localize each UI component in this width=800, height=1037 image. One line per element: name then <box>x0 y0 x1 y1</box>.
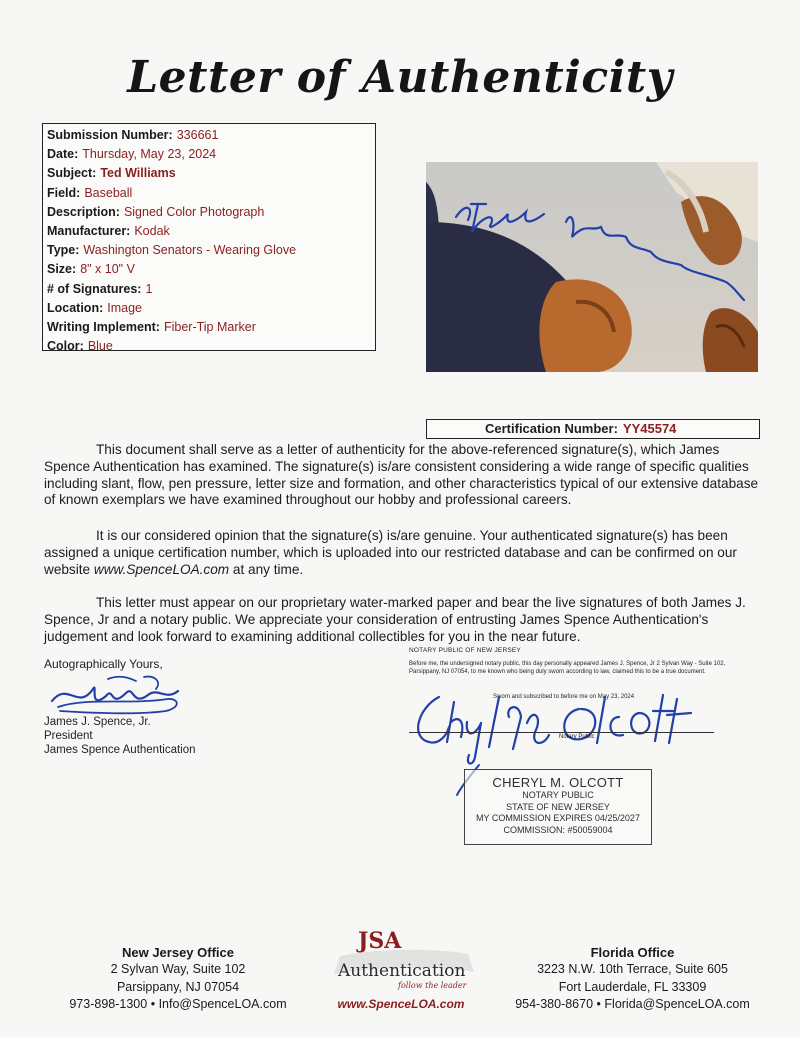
notary-heading: NOTARY PUBLIC OF NEW JERSEY <box>409 647 521 654</box>
signer-company: James Spence Authentication <box>44 744 196 756</box>
type-value: Washington Senators - Wearing Glove <box>83 243 297 258</box>
notary-signature-line <box>409 732 714 733</box>
field-value: Baseball <box>84 185 133 200</box>
office-address-2: Parsippany, NJ 07054 <box>116 979 240 994</box>
info-row-location <box>47 299 375 318</box>
info-row-field <box>47 184 375 203</box>
office-phone: 973-898-1300 <box>69 997 148 1012</box>
info-row-color <box>47 337 375 356</box>
info-row-type <box>47 241 375 260</box>
certification-label: Certification Number: <box>485 421 618 436</box>
office-title: New Jersey Office <box>121 945 234 960</box>
stamp-line-2: STATE OF NEW JERSEY <box>506 801 610 812</box>
info-label: Type: <box>47 243 80 258</box>
spence-signature-image <box>48 671 188 717</box>
florida-office <box>505 944 760 1014</box>
location-value: Image <box>107 300 142 315</box>
info-label: Date: <box>47 147 79 162</box>
info-row-signatures <box>47 280 375 299</box>
signer-role: President <box>44 730 93 742</box>
paragraph-1 <box>44 442 760 509</box>
info-row-manufacturer <box>47 222 375 241</box>
signer-name: James J. Spence, Jr. <box>44 716 151 728</box>
page-title: Letter of Authenticity <box>127 52 673 103</box>
info-row-implement <box>47 318 375 337</box>
info-label: # of Signatures: <box>47 281 142 296</box>
subject-value: Ted Williams <box>100 166 176 181</box>
new-jersey-office <box>48 944 308 1014</box>
logo-tagline-text: follow the leader <box>398 981 467 990</box>
office-address-1: 2 Sylvan Way, Suite 102 <box>110 962 246 977</box>
info-label: Submission Number: <box>47 128 173 142</box>
color-value: Blue <box>87 339 113 354</box>
notary-block <box>409 647 759 740</box>
submission-info-box <box>42 123 376 354</box>
signed-photo-image <box>426 162 758 372</box>
submission-number: 336661 <box>176 128 219 142</box>
logo-jsa-text: JSA <box>358 928 402 954</box>
info-row-size <box>47 260 375 279</box>
info-row-date <box>47 145 375 164</box>
certification-box <box>426 419 760 439</box>
info-row-description <box>47 203 375 222</box>
office-contact <box>505 996 760 1013</box>
stamp-name: CHERYL M. OLCOTT <box>492 775 624 790</box>
certification-number: YY45574 <box>622 421 677 436</box>
description-value: Signed Color Photograph <box>123 204 265 219</box>
notary-stamp <box>464 769 652 845</box>
signoff-block <box>44 657 344 756</box>
info-label: Field: <box>47 185 81 200</box>
signoff-closing: Autographically Yours, <box>44 657 163 671</box>
bullet-icon: • <box>596 997 601 1012</box>
stamp-line-3: MY COMMISSION EXPIRES 04/25/2027 <box>476 813 640 823</box>
info-label: Color: <box>47 339 84 354</box>
implement-value: Fiber-Tip Marker <box>163 320 256 335</box>
info-row-subject <box>47 164 375 183</box>
office-email[interactable]: Info@SpenceLOA.com <box>158 997 287 1012</box>
website-link[interactable]: www.SpenceLOA.com <box>93 561 230 577</box>
paragraph-3-text: This letter must appear on our proprietary water-marked paper and bear the live signatures of both James J. Spence, Jr and a notary public. We appreciate your consideration of entrusting James Spence Authentication's judgement and look forward to examining additional collectibles for you in the near future. <box>44 595 746 644</box>
notary-sworn-date: Sworn and subscribed to before me on May 23, 2024 <box>493 694 635 700</box>
logo-brand-text: Authentication <box>338 961 466 981</box>
office-address-2: Fort Lauderdale, FL 33309 <box>558 979 707 994</box>
paragraph-2 <box>44 528 760 578</box>
date-value: Thursday, May 23, 2024 <box>82 147 217 162</box>
paragraph-2-text: It is our considered opinion that the signature(s) is/are genuine. Your authenticated signature(s) has been assigned a unique certification number, which is uploaded into our restricted database and can be confirmed on our website <box>44 528 737 577</box>
signoff-lines <box>44 715 284 757</box>
info-label: Manufacturer: <box>47 224 131 239</box>
notary-public-label: Notary Public <box>559 734 595 740</box>
office-email[interactable]: Florida@SpenceLOA.com <box>604 997 750 1012</box>
office-phone: 954-380-8670 <box>515 997 594 1012</box>
office-contact <box>48 996 308 1013</box>
office-address-1: 3223 N.W. 10th Terrace, Suite 605 <box>537 962 728 977</box>
paragraph-3 <box>44 595 760 645</box>
notary-statement: Before me, the undersigned notary public, this day personally appeared James J. Spence, Jr 2 Sylvan Way - Suite 102, Parsippany, NJ 07054, to me known who being duly sworn according to law, claimed this to be a true document. <box>409 661 726 675</box>
paragraph-1-text: This document shall serve as a letter of authenticity for the above-referenced signature(s), which James Spence Authentication has examined. The signature(s) is/are consistent considering a wide range of specific qualities including slant, flow, pen pressure, letter size and formation, and other characteristics typical of our extensive database of known exemplars we have examined throughout our hobby and professional careers. <box>44 442 759 508</box>
logo-website[interactable]: www.SpenceLOA.com <box>337 997 465 1011</box>
size-value: 8" x 10" V <box>80 262 135 277</box>
signatures-value: 1 <box>145 281 153 296</box>
info-label: Description: <box>47 204 120 219</box>
photo-illustration <box>426 162 758 372</box>
stamp-line-4: COMMISSION: #50059004 <box>503 824 613 835</box>
stamp-line-1: NOTARY PUBLIC <box>522 790 594 800</box>
info-label: Writing Implement: <box>47 320 160 335</box>
info-row-submission <box>47 126 375 145</box>
paragraph-2-tail: at any time. <box>229 561 304 577</box>
manufacturer-value: Kodak <box>134 224 170 239</box>
info-label: Size: <box>47 262 77 277</box>
info-label: Subject: <box>47 166 97 181</box>
bullet-icon: • <box>150 997 156 1012</box>
office-title: Florida Office <box>590 945 675 960</box>
info-label: Location: <box>47 300 104 315</box>
